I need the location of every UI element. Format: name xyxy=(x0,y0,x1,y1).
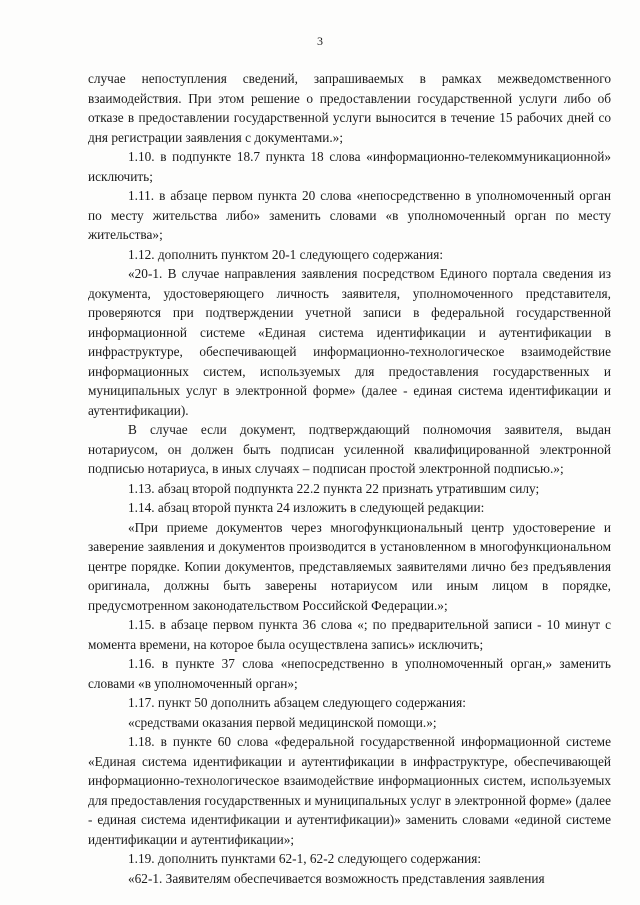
paragraph-mfc-quote: «При приеме документов через многофункциональный центр удостоверение и заверение заявления и документов производится в установленном в многофункциональном центре порядке. Копии документов, представляемых заявителями лично без предъявления оригинала, должны быть заверены нотариусом или иным лицом в порядке, предусмотренном законодательством Российской Федерации.»; xyxy=(88,519,611,613)
paragraph-1-12: 1.12. дополнить пунктом 20-1 следующего содержания: xyxy=(128,246,444,262)
paragraph-1-14: 1.14. абзац второй пункта 24 изложить в следующей редакции: xyxy=(128,500,485,515)
paragraph-1-10: 1.10. в подпункте 18.7 пункта 18 слова «информационно-телекоммуникационной» исключить; xyxy=(88,149,611,184)
page-number: 3 xyxy=(317,34,323,48)
paragraph-1-18: 1.18. в пункте 60 слова «федеральной государственной информационной системе «Единая система идентификации и аутентификации в инфраструктуре, обеспечивающей информационно-технологическое взаимодействие информационных систем, используемых для предоставления государственных и муниципальных услуг в электронной форме» (далее - единая система идентификации и аутентификации)» заменить словами «единой системе идентификации и аутентификации»; xyxy=(88,734,611,847)
paragraph-1-15: 1.15. в абзаце первом пункта 36 слова «; по предварительной записи - 10 минут с момента времени, на которое была осуществлена запись» исключить; xyxy=(88,617,611,652)
paragraph-1-11: 1.11. в абзаце первом пункта 20 слова «непосредственно в уполномоченный орган по месту жительства либо» заменить словами «в уполномоченный орган по месту жительства»; xyxy=(88,188,611,242)
paragraph-1-16: 1.16. в пункте 37 слова «непосредственно в уполномоченный орган,» заменить словами «в уполномоченный орган»; xyxy=(88,656,611,691)
paragraph-first-aid-quote: «средствами оказания первой медицинской помощи.»; xyxy=(128,714,437,730)
paragraph-1-13: 1.13. абзац второй подпункта 22.2 пункта 22 признать утратившим силу; xyxy=(128,480,540,496)
paragraph-20-1: «20-1. В случае направления заявления посредством Единого портала сведения из документа, удостоверяющего личность заявителя, уполномоченного представителя, проверяются при подтверждении учетной записи в федеральной государственной информационной системе «Единая система идентификации и аутентификации в инфраструктуре, обеспечивающей информационно-технологическое взаимодействие информационных систем, используемых для предоставления государственных и муниципальных услуг в электронной форме» (далее - единая система идентификации и аутентификации). xyxy=(88,266,611,418)
paragraph-1-17: 1.17. пункт 50 дополнить абзацем следующего содержания: xyxy=(128,695,466,710)
document-body xyxy=(88,69,611,888)
paragraph-notary: В случае если документ, подтверждающий полномочия заявителя, выдан нотариусом, он должен быть подписан усиленной квалифицированной электронной подписью нотариуса, в иных случаях – подписан простой электронной подписью.»; xyxy=(88,422,611,476)
paragraph-62-1: «62-1. Заявителям обеспечивается возможность представления заявления xyxy=(128,870,545,886)
paragraph-1-19: 1.19. дополнить пунктами 62-1, 62-2 следующего содержания: xyxy=(128,851,482,866)
paragraph-continuation: случае непоступления сведений, запрашиваемых в рамках межведомственного взаимодействия. При этом решение о предоставлении государственной услуги либо об отказе в предоставлении государственной услуги выносится в течение 15 рабочих дней со дня регистрации заявления с документами.»; xyxy=(88,71,611,145)
